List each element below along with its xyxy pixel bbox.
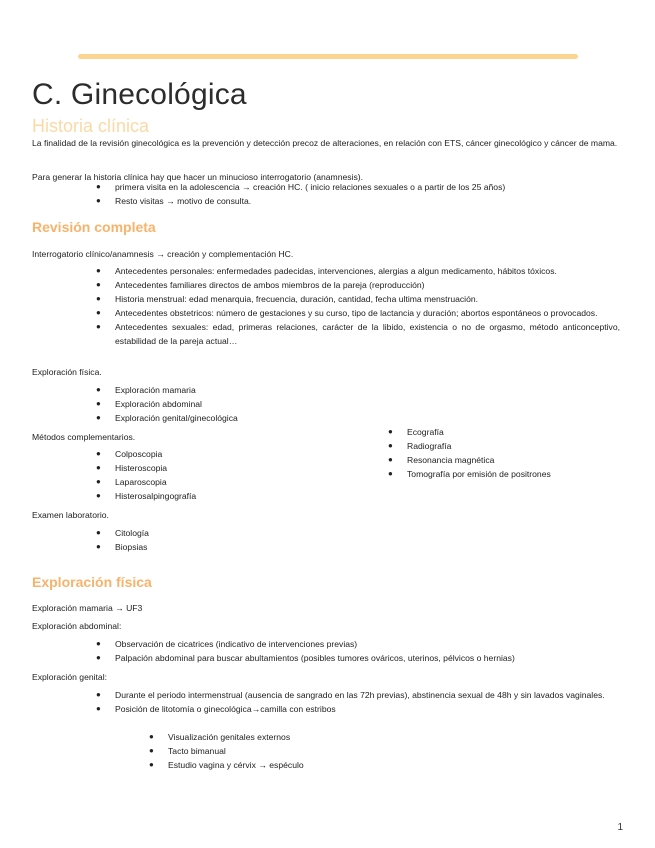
list-item: ● Exploración mamaria [96, 385, 196, 395]
page-title: C. Ginecológica [32, 78, 247, 111]
bullet-icon: ● [149, 746, 154, 755]
list-item: ● Resto visitas → motivo de consulta. [96, 196, 252, 206]
list-item: ● Antecedentes familiares directos de ambos miembros de la pareja (reproducción) [96, 280, 425, 290]
list-item: ● Biopsias [96, 542, 148, 552]
list-item: ● Laparoscopia [96, 477, 167, 487]
list-item: ● Antecedentes sexuales: edad, primeras relaciones, carácter de la libido, existencia o no de orgasmo, método anticonceptivo, estabilidad de la pareja actual… [96, 322, 620, 346]
exploracion-label: Exploración física. [32, 367, 102, 377]
bullet-icon: ● [96, 294, 101, 303]
subtitle-heading: Historia clínica [32, 116, 150, 136]
list-item: ● Antecedentes personales: enfermedades padecidas, intervenciones, alergias a algun medicamento, hábitos tóxicos. [96, 266, 557, 276]
antecedentes-list [96, 264, 620, 348]
bullet-icon: ● [96, 308, 101, 317]
bullet-icon: ● [96, 413, 101, 422]
list-item: ● Histerosalpingografía [96, 491, 197, 501]
bullet-icon: ● [96, 477, 101, 486]
lab-list [96, 526, 415, 554]
list-item: ● Ecografía [388, 427, 444, 437]
list-item: ● Tacto bimanual [149, 746, 226, 756]
bullet-icon: ● [149, 760, 154, 769]
page-number: 1 [617, 822, 623, 833]
bullet-icon: ● [96, 385, 101, 394]
section-heading-exploracion: Exploración física [32, 574, 152, 590]
bullet-icon: ● [96, 542, 101, 551]
list-item: ● Antecedentes obstetricos: número de gestaciones y su curso, tipo de lactancia y duración; abortos espontáneos o provocados. [96, 308, 598, 318]
history-list [96, 180, 615, 208]
bullet-icon: ● [96, 690, 101, 699]
bullet-icon: ● [96, 280, 101, 289]
list-item: ● Histeroscopia [96, 463, 168, 473]
mamaria-text: Exploración mamaria → UF3 [32, 603, 143, 613]
bullet-icon: ● [388, 455, 393, 464]
list-item: ● primera visita en la adolescencia → creación HC. ( inicio relaciones sexuales o a partir de los 25 años) [96, 182, 506, 192]
bullet-icon: ● [96, 704, 101, 713]
genital-list [96, 688, 620, 716]
list-item: ● Radiografía [388, 441, 452, 451]
list-item: ● Exploración genital/ginecológica [96, 413, 238, 423]
history-intro: Para generar la historia clínica hay que hacer un minucioso interrogatorio (anamnesis). [32, 172, 364, 182]
list-item: ● Observación de cicatrices (indicativo de intervenciones previas) [96, 639, 358, 649]
header-accent-bar [78, 54, 578, 59]
metodos-left-list [96, 447, 365, 503]
intro-paragraph: La finalidad de la revisión ginecológica es la prevención y detección precoz de alteraciones, en relación con ETS, cáncer ginecológico y cáncer de mama. [32, 138, 618, 148]
bullet-icon: ● [96, 463, 101, 472]
bullet-icon: ● [96, 266, 101, 275]
abdominal-label: Exploración abdominal: [32, 621, 122, 631]
list-item: ● Exploración abdominal [96, 399, 202, 409]
genital-sublist [149, 730, 568, 772]
bullet-icon: ● [96, 449, 101, 458]
metodos-label: Métodos complementarios. [32, 432, 136, 442]
genital-label: Exploración genital: [32, 672, 108, 682]
list-item: ● Durante el periodo intermenstrual (ausencia de sangrado en las 72h previas), abstinencia sexual de 48h y sin lavados vaginales. [96, 690, 605, 700]
bullet-icon: ● [388, 441, 393, 450]
bullet-icon: ● [96, 182, 101, 191]
metodos-right-list [388, 425, 637, 481]
bullet-icon: ● [96, 653, 101, 662]
exploracion-list [96, 383, 515, 425]
bullet-icon: ● [96, 322, 101, 331]
bullet-icon: ● [96, 528, 101, 537]
list-item: ● Historia menstrual: edad menarquia, frecuencia, duración, cantidad, fecha ultima menstruación. [96, 294, 479, 304]
lab-label: Examen laboratorio. [32, 510, 109, 520]
list-item: ● Visualización genitales externos [149, 732, 291, 742]
list-item: ● Citología [96, 528, 149, 538]
bullet-icon: ● [96, 196, 101, 205]
bullet-icon: ● [149, 732, 154, 741]
list-item: ● Estudio vagina y cérvix → espéculo [149, 760, 304, 770]
list-item: ● Colposcopia [96, 449, 163, 459]
bullet-icon: ● [388, 427, 393, 436]
interrogatorio-text: Interrogatorio clínico/anamnesis → creación y complementación HC. [32, 249, 294, 259]
section-heading-revision: Revisión completa [32, 219, 156, 235]
list-item: ● Palpación abdominal para buscar abultamientos (posibles tumores ováricos, uterinos, pélvicos o hernias) [96, 653, 515, 663]
bullet-icon: ● [388, 469, 393, 478]
bullet-icon: ● [96, 399, 101, 408]
list-item: ● Posición de litotomía o ginecológica→camilla con estribos [96, 704, 336, 714]
list-item: ● Tomografía por emisión de positrones [388, 469, 551, 479]
list-item: ● Resonancia magnética [388, 455, 495, 465]
bullet-icon: ● [96, 491, 101, 500]
abdominal-list [96, 637, 620, 665]
bullet-icon: ● [96, 639, 101, 648]
